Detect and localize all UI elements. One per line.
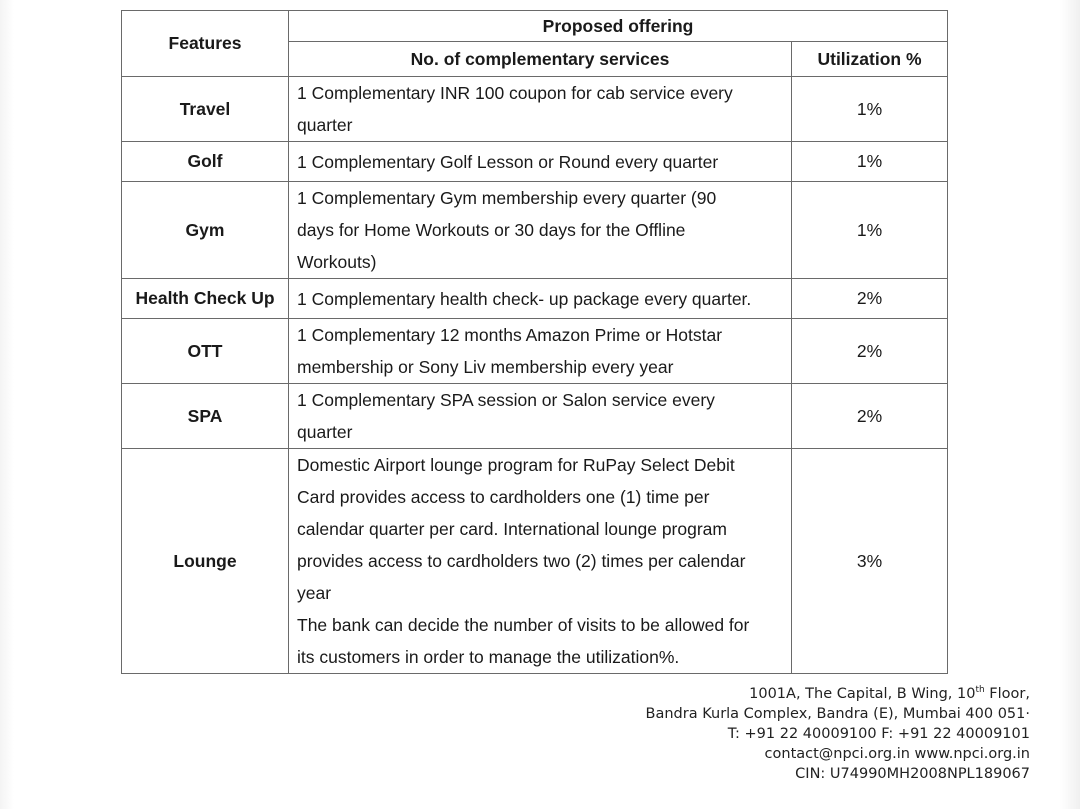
utilization-cell: 2%	[792, 384, 948, 449]
address-line-1	[646, 680, 1030, 704]
description-line: 1 Complementary SPA session or Salon service every	[297, 390, 715, 410]
email-website-line: contact@npci.org.in www.npci.org.in	[764, 746, 1030, 762]
utilization-cell: 3%	[792, 449, 948, 674]
services-header: No. of complementary services	[289, 42, 792, 77]
table-row	[122, 319, 948, 384]
description-line: Workouts)	[297, 252, 377, 272]
table-row	[122, 182, 948, 279]
description-line: 1 Complementary Gym membership every quarter (90	[297, 188, 717, 208]
description-line: calendar quarter per card. International lounge program	[297, 519, 727, 539]
features-header: Features	[122, 11, 289, 77]
address-line-1-main: 1001A, The Capital, B Wing, 10	[749, 686, 976, 702]
feature-cell: OTT	[122, 319, 289, 384]
phone-fax-line: T: +91 22 40009100 F: +91 22 40009101	[727, 726, 1030, 742]
description-cell	[289, 319, 792, 384]
cin-line: CIN: U74990MH2008NPL189067	[795, 766, 1030, 782]
table-row	[122, 384, 948, 449]
description-line: Card provides access to cardholders one (1) time per	[297, 487, 710, 507]
description-line: 1 Complementary health check- up package every quarter.	[297, 288, 752, 309]
description-cell	[289, 384, 792, 449]
description-line: 1 Complementary 12 months Amazon Prime or Hotstar	[297, 325, 723, 345]
utilization-header: Utilization %	[792, 42, 948, 77]
utilization-cell: 2%	[792, 319, 948, 384]
utilization-cell: 1%	[792, 142, 948, 182]
utilization-cell: 2%	[792, 279, 948, 319]
feature-cell: SPA	[122, 384, 289, 449]
feature-cell: Lounge	[122, 449, 289, 674]
table-row	[122, 77, 948, 142]
table-body	[122, 77, 948, 674]
address-line-1-end: Floor,	[984, 686, 1030, 702]
description-cell	[289, 182, 792, 279]
description-cell	[289, 142, 792, 182]
utilization-cell: 1%	[792, 182, 948, 279]
description-line: 1 Complementary Golf Lesson or Round every quarter	[297, 151, 719, 172]
description-line: Domestic Airport lounge program for RuPay Select Debit	[297, 455, 735, 475]
company-address-block	[646, 680, 1030, 784]
description-line: 1 Complementary INR 100 coupon for cab service every	[297, 83, 733, 103]
description-line: provides access to cardholders two (2) times per calendar	[297, 551, 746, 571]
description-line: quarter	[297, 115, 353, 135]
description-line: its customers in order to manage the utilization%.	[297, 647, 680, 667]
feature-cell: Travel	[122, 77, 289, 142]
description-cell	[289, 77, 792, 142]
feature-cell: Gym	[122, 182, 289, 279]
description-cell	[289, 279, 792, 319]
floor-ordinal: th	[975, 685, 985, 695]
table-row	[122, 142, 948, 182]
description-line: days for Home Workouts or 30 days for the Offline	[297, 220, 686, 240]
address-line-2: Bandra Kurla Complex, Bandra (E), Mumbai 400 051·	[645, 706, 1030, 722]
utilization-cell: 1%	[792, 77, 948, 142]
description-line: quarter	[297, 422, 353, 442]
description-line: The bank can decide the number of visits to be allowed for	[297, 615, 750, 635]
proposed-offering-header: Proposed offering	[289, 11, 948, 42]
feature-cell: Golf	[122, 142, 289, 182]
description-line: membership or Sony Liv membership every year	[297, 357, 674, 377]
feature-cell: Health Check Up	[122, 279, 289, 319]
description-cell	[289, 449, 792, 674]
description-line: year	[297, 583, 332, 603]
table-row	[122, 279, 948, 319]
table-row	[122, 449, 948, 674]
complementary-services-table	[121, 10, 948, 674]
